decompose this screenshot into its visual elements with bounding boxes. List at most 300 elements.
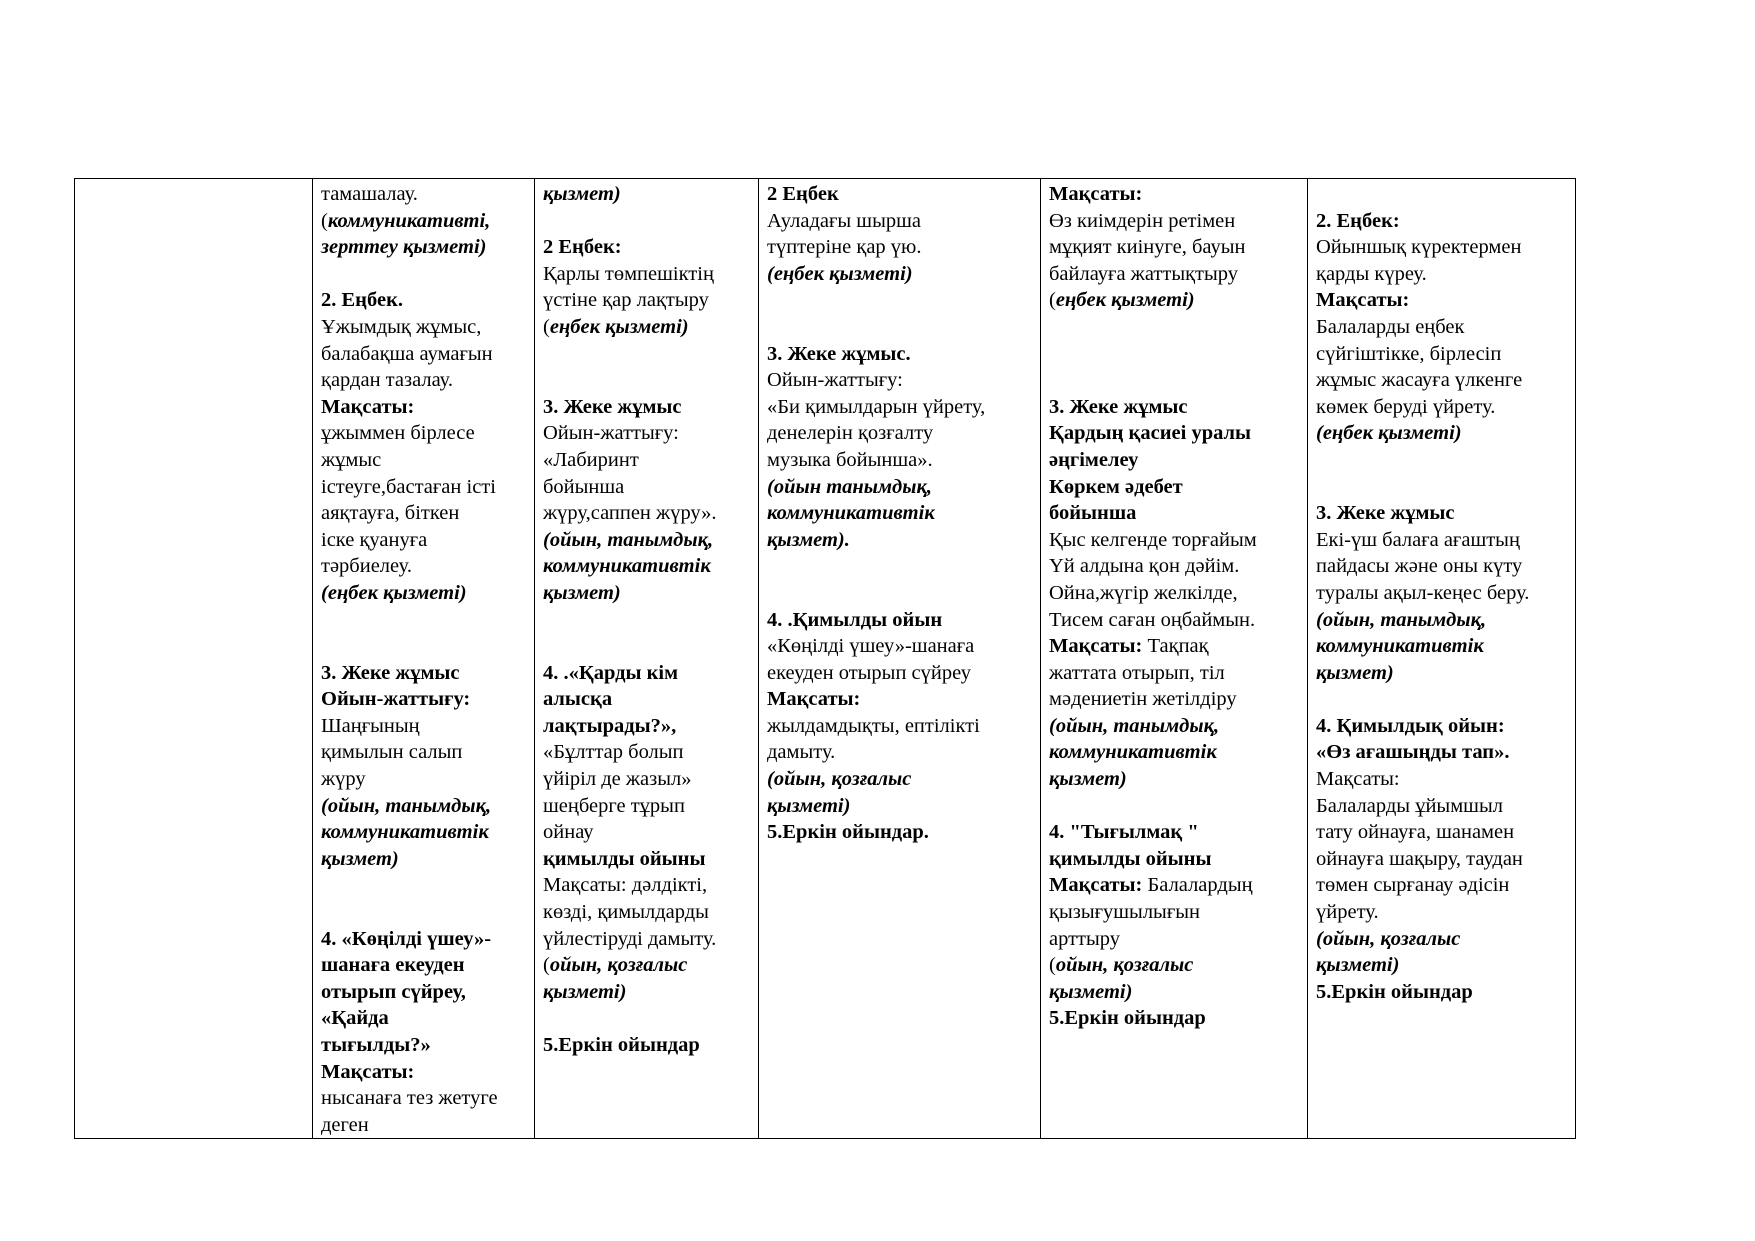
text-line	[321, 287, 528, 314]
text-line	[321, 367, 528, 394]
text-run: коммуникативтік	[1316, 635, 1484, 658]
text-line	[321, 1085, 528, 1112]
text-run: «Өз ағашыңды тап».	[1316, 741, 1510, 764]
text-run: шеңберге тұрып	[543, 794, 685, 817]
text-run: коммуникативтік	[543, 555, 711, 578]
text-line	[321, 234, 528, 261]
text-run: бойынша	[1049, 502, 1137, 525]
text-run: Мақсаты:	[321, 395, 415, 418]
text-run: (	[1049, 289, 1056, 312]
text-line	[767, 287, 1034, 314]
text-run: аяқтауға, біткен	[321, 502, 460, 525]
text-run: көмек беруді үйрету.	[1316, 395, 1496, 418]
text-run: «Бұлттар болып	[543, 741, 684, 764]
text-run: қызметі)	[1049, 980, 1133, 1003]
text-line	[767, 367, 1034, 394]
text-line	[543, 633, 752, 660]
text-run: (	[1049, 954, 1056, 977]
text-run: нысанаға тез жетуге	[321, 1087, 498, 1110]
text-run: коммуникативтік	[321, 821, 489, 844]
text-run: Екі-үш балаға ағаштың	[1316, 528, 1520, 551]
text-line	[543, 952, 752, 979]
text-line	[1049, 899, 1301, 926]
text-line	[543, 899, 752, 926]
text-run: Өз киімдерін ретімен	[1049, 209, 1236, 232]
text-line	[767, 553, 1034, 580]
text-line	[321, 660, 528, 687]
text-line	[1316, 500, 1569, 527]
text-line	[1049, 527, 1301, 554]
column-cell-4	[1041, 179, 1308, 1139]
text-run: (	[543, 954, 550, 977]
text-line	[543, 208, 752, 235]
text-run: 3. Жеке жұмыс	[1316, 502, 1455, 525]
text-run: Мақсаты:	[321, 1060, 415, 1083]
text-line	[321, 1059, 528, 1086]
text-line	[543, 580, 752, 607]
text-line	[1049, 234, 1301, 261]
text-run: Қардың қасиеі уралы	[1049, 422, 1252, 445]
text-line	[1316, 234, 1569, 261]
text-run: Шаңғының	[321, 714, 420, 737]
text-line	[767, 341, 1034, 368]
text-line	[1316, 686, 1569, 713]
text-run: Қыс келгенде торғайым	[1049, 528, 1257, 551]
text-line	[1049, 474, 1301, 501]
text-line	[1316, 793, 1569, 820]
text-run: Мақсаты: дәлдікті,	[543, 874, 708, 897]
text-run: қызмет)	[543, 581, 621, 604]
text-line	[1049, 181, 1301, 208]
text-line	[1049, 686, 1301, 713]
text-line	[1316, 420, 1569, 447]
text-line	[321, 447, 528, 474]
text-run: жұмыс	[321, 448, 382, 471]
text-line	[1049, 846, 1301, 873]
text-line	[767, 181, 1034, 208]
text-run: қызмет)	[1316, 661, 1394, 684]
text-line	[321, 208, 528, 235]
text-run: коммуникативті,	[327, 209, 491, 232]
text-run: қызығушылығын	[1049, 901, 1200, 924]
text-line	[767, 314, 1034, 341]
text-run: Мақсаты:	[1049, 874, 1143, 897]
text-line	[1049, 447, 1301, 474]
text-line	[321, 474, 528, 501]
text-line	[767, 660, 1034, 687]
text-run: ойнауға шақыру, таудан	[1316, 847, 1523, 870]
text-line	[767, 208, 1034, 235]
text-run: қызметі)	[543, 980, 627, 1003]
text-line	[1049, 261, 1301, 288]
text-run: 3. Жеке жұмыс	[321, 661, 460, 684]
column-cell-3	[759, 179, 1041, 1139]
text-line	[543, 686, 752, 713]
text-line	[767, 394, 1034, 421]
text-line	[1316, 952, 1569, 979]
text-run: ұжыммен бірлесе	[321, 422, 475, 445]
text-line	[1316, 341, 1569, 368]
text-run: әңгімелеу	[1049, 448, 1139, 471]
text-line	[1316, 766, 1569, 793]
text-line	[321, 1112, 528, 1139]
text-line	[1049, 979, 1301, 1006]
text-run: Балаларды еңбек	[1316, 315, 1465, 338]
text-run: еңбек қызметі)	[549, 315, 689, 338]
text-run: дамыту.	[767, 741, 836, 764]
column-cell-0	[75, 179, 313, 1139]
text-run: Мақсаты:	[1316, 768, 1400, 791]
text-line	[1049, 208, 1301, 235]
text-run: сүйгіштікке, бірлесіп	[1316, 342, 1502, 365]
text-line	[767, 739, 1034, 766]
text-run: (еңбек қызметі)	[767, 262, 913, 285]
text-run: қызмет)	[1049, 768, 1127, 791]
text-line	[1316, 287, 1569, 314]
text-run: Үй алдына қон дәйім.	[1049, 555, 1240, 578]
text-run: (ойын, қозғалыс	[1316, 927, 1461, 950]
text-run: «Көңілді үшеу»-шанаға	[767, 635, 975, 658]
text-run: ойын, қозғалыс	[1055, 954, 1194, 977]
text-line	[321, 899, 528, 926]
text-line	[1316, 474, 1569, 501]
text-line	[1316, 899, 1569, 926]
text-run: 2 Еңбек:	[543, 236, 622, 259]
text-line	[321, 341, 528, 368]
text-line	[1049, 872, 1301, 899]
column-cell-5	[1308, 179, 1576, 1139]
text-line	[543, 766, 752, 793]
text-line	[321, 952, 528, 979]
text-run: 3. Жеке жұмыс	[1049, 395, 1188, 418]
text-line	[767, 686, 1034, 713]
plan-table	[74, 178, 1576, 1139]
text-line	[543, 314, 752, 341]
text-line	[321, 394, 528, 421]
text-line	[767, 261, 1034, 288]
text-line	[321, 846, 528, 873]
text-line	[1049, 660, 1301, 687]
text-line	[543, 979, 752, 1006]
text-run: (ойын, қозғалыс	[767, 768, 912, 791]
text-run: (ойын, танымдық,	[321, 794, 492, 817]
text-run: 3. Жеке жұмыс	[543, 395, 682, 418]
text-run: Тақпақ	[1142, 635, 1209, 658]
text-run: «Би қимылдарын үйрету,	[767, 395, 986, 418]
text-line	[543, 660, 752, 687]
text-run: алысқа	[543, 688, 613, 711]
text-line	[543, 527, 752, 554]
text-line	[767, 500, 1034, 527]
text-run: музыка бойынша».	[767, 448, 933, 471]
text-run: 5.Еркін ойындар	[1316, 980, 1473, 1003]
text-run: (ойын танымдық,	[767, 475, 932, 498]
text-line	[1316, 660, 1569, 687]
text-line	[543, 846, 752, 873]
text-line	[321, 181, 528, 208]
text-line	[321, 766, 528, 793]
column-cell-2	[535, 179, 759, 1139]
text-run: үйлестіруді дамыту.	[543, 927, 717, 950]
text-run: қызметі)	[767, 794, 851, 817]
text-run: Мақсаты:	[767, 688, 861, 711]
text-run: (ойын, танымдық,	[1316, 608, 1487, 631]
text-line	[767, 447, 1034, 474]
text-line	[767, 766, 1034, 793]
text-run: екеуден отырып сүйреу	[767, 661, 971, 684]
text-line	[1316, 979, 1569, 1006]
text-run: іске қуануға	[321, 528, 428, 551]
text-run: қимылды ойыны	[543, 847, 706, 870]
column-cell-1	[313, 179, 535, 1139]
text-line	[543, 341, 752, 368]
text-run: 3. Жеке жұмыс.	[767, 342, 911, 365]
text-line	[321, 553, 528, 580]
text-line	[321, 500, 528, 527]
text-line	[1049, 819, 1301, 846]
text-run: түптеріне қар үю.	[767, 236, 922, 259]
text-line	[543, 739, 752, 766]
text-run: қимылды ойыны	[1049, 847, 1212, 870]
text-run: деген	[321, 1113, 369, 1136]
text-line	[1049, 1005, 1301, 1032]
text-run: 5.Еркін ойындар	[1049, 1007, 1206, 1030]
text-line	[321, 420, 528, 447]
text-line	[1049, 926, 1301, 953]
text-run: мәдениетін жетілдіру	[1049, 688, 1237, 711]
text-line	[1316, 633, 1569, 660]
text-line	[543, 926, 752, 953]
text-run: қимылын салып	[321, 741, 463, 764]
text-run: Ойыншық күректермен	[1316, 236, 1522, 259]
text-line	[321, 1005, 528, 1032]
text-run: мұқият киінуге, бауын	[1049, 236, 1246, 259]
text-run: 4. "Тығылмақ "	[1049, 821, 1199, 844]
text-run: қарды күреу.	[1316, 262, 1427, 285]
text-line	[1049, 420, 1301, 447]
text-run: пайдасы және оны күту	[1316, 555, 1523, 578]
text-line	[321, 607, 528, 634]
text-line	[767, 420, 1034, 447]
text-line	[1049, 607, 1301, 634]
text-line	[1316, 739, 1569, 766]
text-line	[1049, 500, 1301, 527]
text-line	[1049, 580, 1301, 607]
text-run: Балаларды ұйымшыл	[1316, 794, 1503, 817]
text-run: тәрбиелеу.	[321, 555, 412, 578]
text-run: (	[321, 209, 328, 232]
text-line	[321, 979, 528, 1006]
text-run: тату ойнауға, шанамен	[1316, 821, 1515, 844]
text-run: шанаға екеуден	[321, 954, 465, 977]
text-line	[543, 819, 752, 846]
text-line	[1049, 766, 1301, 793]
text-run: 4. Қимылдық ойын:	[1316, 714, 1505, 737]
text-run: қызмет)	[543, 183, 621, 205]
text-line	[543, 394, 752, 421]
text-line	[1049, 713, 1301, 740]
text-run: Ойын-жаттығу:	[767, 369, 903, 392]
text-line	[1049, 793, 1301, 820]
table-row	[75, 179, 1576, 1139]
text-run: Мақсаты:	[1049, 183, 1143, 205]
text-line	[1316, 261, 1569, 288]
text-run: төмен сырғанау әдісін	[1316, 874, 1510, 897]
text-run: жұмыс жасауға үлкенге	[1316, 369, 1523, 392]
text-line	[1316, 208, 1569, 235]
text-line	[321, 739, 528, 766]
text-line	[1316, 580, 1569, 607]
text-line	[543, 500, 752, 527]
text-run: Тисем саған оңбаймын.	[1049, 608, 1256, 631]
text-run: (ойын, танымдық,	[1049, 714, 1220, 737]
text-run: Ойын-жаттығу:	[543, 422, 679, 445]
text-line	[1049, 952, 1301, 979]
text-line	[543, 872, 752, 899]
text-line	[1049, 739, 1301, 766]
text-run: Ұжымдық жұмыс,	[321, 315, 482, 338]
text-run: 4. .«Қарды кім	[543, 661, 679, 684]
text-run: 2. Еңбек:	[1316, 209, 1400, 232]
text-line	[1316, 394, 1569, 421]
text-run: «Лабиринт	[543, 448, 639, 471]
text-run: 5.Еркін ойындар.	[767, 821, 929, 844]
text-run: отырып сүйреу,	[321, 980, 466, 1003]
text-run: үйіріл де жазыл»	[543, 768, 692, 791]
text-line	[321, 633, 528, 660]
text-run: 5.Еркін ойындар	[543, 1034, 700, 1056]
text-run: (	[543, 315, 550, 338]
text-line	[321, 713, 528, 740]
text-line	[1316, 527, 1569, 554]
text-line	[1316, 181, 1569, 208]
text-line	[543, 447, 752, 474]
text-run: жүру,саппен жүру».	[543, 502, 717, 525]
text-run: туралы ақыл-кеңес беру.	[1316, 581, 1530, 604]
text-run: байлауға жаттықтыру	[1049, 262, 1239, 285]
text-line	[321, 580, 528, 607]
text-line	[321, 793, 528, 820]
text-run: Ойна,жүгір желкілде,	[1049, 581, 1238, 604]
text-line	[321, 872, 528, 899]
text-run: қызметі)	[1316, 954, 1400, 977]
text-run: істеуге,бастаған істі	[321, 475, 496, 498]
text-line	[543, 553, 752, 580]
text-line	[1316, 713, 1569, 740]
text-run: балабақша аумағын	[321, 342, 493, 365]
text-line	[1316, 819, 1569, 846]
text-line	[543, 367, 752, 394]
text-line	[543, 234, 752, 261]
text-run: Балалардың	[1142, 874, 1253, 897]
text-run: коммуникативтік	[767, 502, 935, 525]
text-line	[767, 474, 1034, 501]
text-line	[1049, 394, 1301, 421]
text-line	[1049, 341, 1301, 368]
text-run: жылдамдықты, ептілікті	[767, 714, 980, 737]
text-run: үйрету.	[1316, 901, 1379, 924]
text-run: ойнау	[543, 821, 594, 844]
text-run: еңбек қызметі)	[1055, 289, 1195, 312]
text-run: жаттата отырып, тіл	[1049, 661, 1225, 684]
text-line	[1049, 553, 1301, 580]
text-line	[767, 527, 1034, 554]
text-line	[1316, 447, 1569, 474]
text-run: лақтырады?»,	[543, 714, 677, 737]
text-line	[543, 261, 752, 288]
text-line	[767, 607, 1034, 634]
text-line	[1316, 607, 1569, 634]
text-run: 2. Еңбек.	[321, 289, 403, 312]
text-run: 2 Еңбек	[767, 183, 839, 205]
text-line	[1049, 367, 1301, 394]
text-line	[1316, 926, 1569, 953]
text-line	[543, 181, 752, 208]
text-line	[1316, 314, 1569, 341]
text-line	[1049, 287, 1301, 314]
text-run: зерттеу қызметі)	[321, 236, 487, 259]
text-run: 4. .Қимылды ойын	[767, 608, 943, 631]
text-run: (еңбек қызметі)	[1316, 422, 1462, 445]
text-line	[321, 314, 528, 341]
text-line	[767, 793, 1034, 820]
text-run: Ауладағы шырша	[767, 209, 921, 232]
text-run: денелерін қозғалту	[767, 422, 934, 445]
text-run: Көркем әдебет	[1049, 475, 1183, 498]
text-line	[543, 474, 752, 501]
text-line	[321, 527, 528, 554]
text-line	[543, 713, 752, 740]
text-line	[321, 926, 528, 953]
text-line	[1316, 846, 1569, 873]
text-line	[543, 793, 752, 820]
text-run: Мақсаты:	[1316, 289, 1410, 312]
text-run: тамашалау.	[321, 183, 418, 205]
text-run: тығылды?»	[321, 1034, 431, 1056]
text-run: 4. «Көңілді үшеу»-	[321, 927, 492, 950]
text-run: Қарлы төмпешіктің	[543, 262, 714, 285]
text-run: арттыру	[1049, 927, 1120, 950]
text-run: «Қайда	[321, 1007, 389, 1030]
text-run: Мақсаты:	[1049, 635, 1143, 658]
text-line	[1316, 553, 1569, 580]
text-line	[543, 287, 752, 314]
text-run: коммуникативтік	[1049, 741, 1217, 764]
text-line	[767, 580, 1034, 607]
text-line	[1049, 314, 1301, 341]
text-run: (еңбек қызметі)	[321, 581, 467, 604]
text-line	[767, 633, 1034, 660]
text-run: Ойын-жаттығу:	[321, 688, 471, 711]
text-line	[543, 420, 752, 447]
text-line	[321, 686, 528, 713]
text-run: бойынша	[543, 475, 625, 498]
text-line	[543, 1032, 752, 1059]
text-line	[543, 1005, 752, 1032]
text-run: қызмет)	[321, 847, 399, 870]
text-run: қардан тазалау.	[321, 369, 453, 392]
text-line	[1049, 633, 1301, 660]
text-line	[321, 261, 528, 288]
text-run: қызмет).	[767, 528, 850, 551]
text-line	[1316, 367, 1569, 394]
text-line	[1316, 872, 1569, 899]
text-line	[321, 819, 528, 846]
text-run: (ойын, танымдық,	[543, 528, 714, 551]
text-run: үстіне қар лақтыру	[543, 289, 709, 312]
text-run: көзді, қимылдарды	[543, 901, 709, 924]
text-line	[321, 1032, 528, 1059]
